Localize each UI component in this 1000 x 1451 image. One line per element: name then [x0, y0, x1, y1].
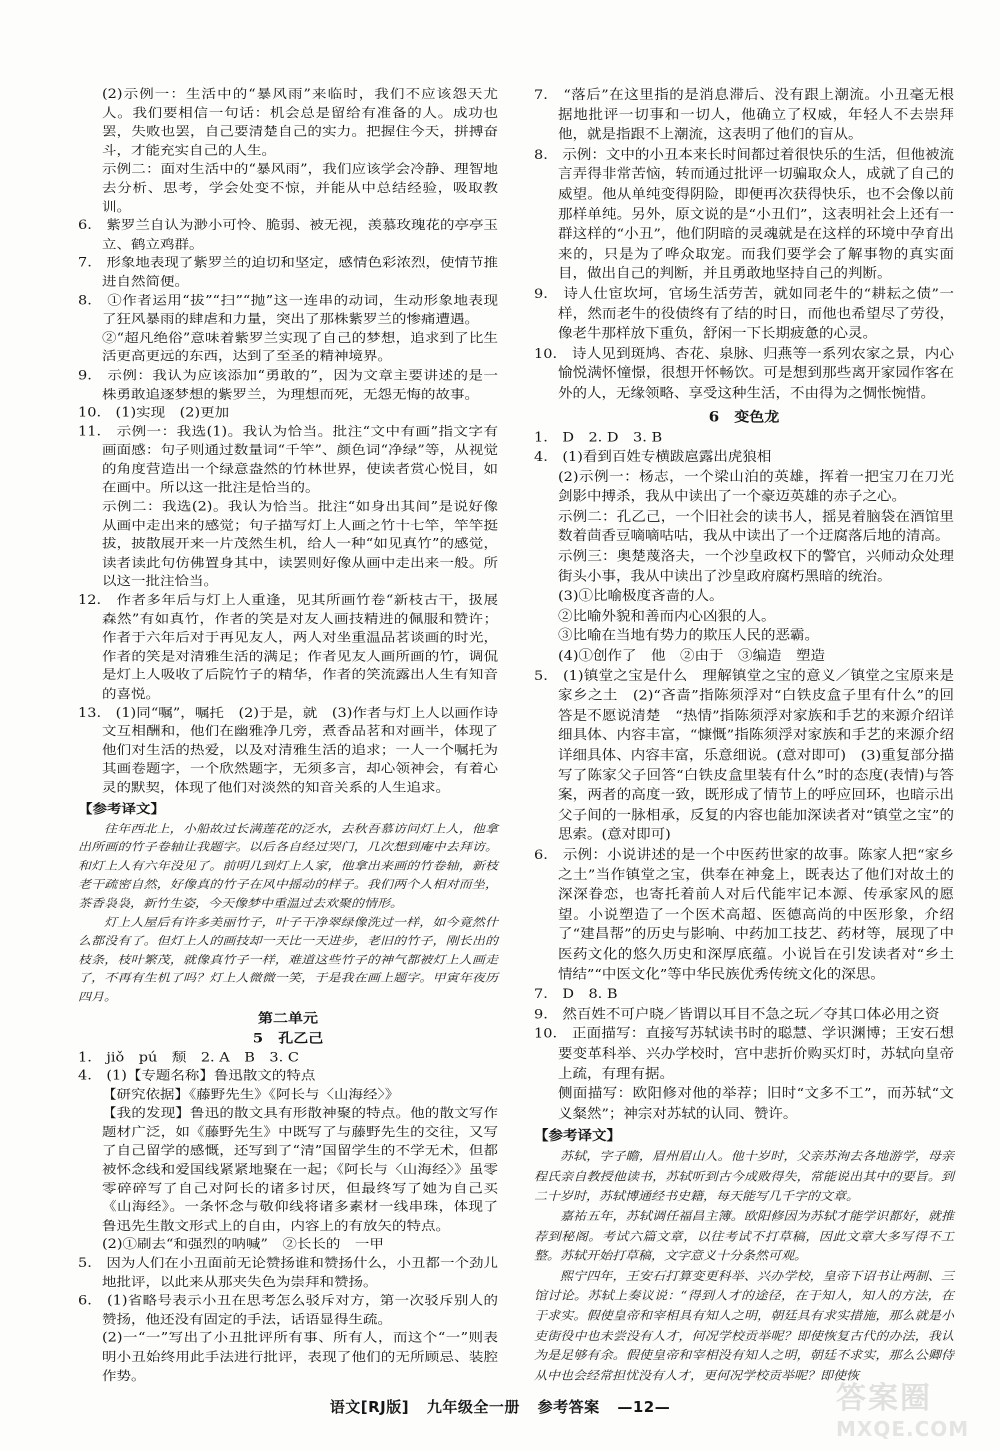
reference-translation-heading: 【参考译文】	[78, 801, 165, 817]
answer-item: 6. (1)省略号表示小丑在思考怎么驳斥对方，第一次驳斥别人的赞扬，他还没有固定的手法，话语显得生疏。	[78, 1294, 498, 1327]
answer-subitem: ②“超凡绝俗”意味着紫罗兰实现了自己的梦想，追求到了比生活更高更远的东西，达到了至圣的精神境界。	[102, 331, 498, 364]
answer-item: 7. D 8. B	[534, 987, 618, 1002]
translation-paragraph: 熙宁四年，王安石打算变更科举、兴办学校，皇帝下诏书让两制、三馆讨论。苏轼上奏议说：“得到人才的途径，在于知人，知人的方法，在于求实。假使皇帝和宰相具有知人之明，朝廷具有求实措施，那么就是小吏街役中也未尝没有人才，何况学校贡举呢？即使恢复古代的办法，我认为是足够有余。假使皇帝和宰相没有知人之明，朝廷不求实，那么公卿侍从中也会经常担忧没有人才，更何况学校贡举呢？即使恢	[534, 1269, 954, 1384]
answer-subitem: 示例二：面对生活中的“暴风雨”，我们应该学会冷静、理智地去分析、思考，学会处变不惊，并能从中总结经验，吸取教训。	[102, 162, 498, 215]
answer-item: 13. (1)同“嘱”，嘱托 (2)于是，就 (3)作者与灯上人以画作诗文互相酬和，他们在幽雅净几旁，煮香品茗和对画半，体现了他们对生活的热爱，以及对清雅生活的追求；一人一个嘱托为其画卷题字，一个欣然题字，无须多言，却心领神会，有着心灵的默契，体现了他们对淡然的知音关系的人生追求。	[78, 706, 498, 795]
answer-item: 4. (1)看到百姓专横跋扈露出虎狼相	[534, 449, 772, 465]
answer-subitem: (2)①刷去“和强烈的呐喊” ②长长的 一甲	[102, 1237, 384, 1252]
answer-item: 10. 正面描写：直接写苏轼读书时的聪慧、学识渊博；王安石想要变革科举、兴办学校时，宫中悲折价购买灯时，苏轼向皇帝上疏，有理有据。	[534, 1026, 954, 1082]
right-answer-block	[534, 86, 954, 404]
answer-item: 8. 示例：文中的小丑本来长时间都过着很快乐的生活，但他被流言弄得非常苦恼，转而通过批评一切骗取众人，成就了自己的威望。他从单纯变得阴险，即便再次获得快乐，也不会像以前那样单纯。另外，原文说的是“小丑们”，这表明社会上还有一群这样的“小丑”，他们阴暗的灵魂就是在这样的环境中孕育出来的，只是为了哗众取宠。而我们要学会了解事物的真实面目，做出自己的判断，并且勇敢地坚持自己的判断。	[534, 147, 954, 282]
footer-subject: 语文[RJ版]	[329, 1398, 410, 1416]
translation-paragraph: 嘉祐五年，苏轼调任福昌主簿。欧阳修因为苏轼才能学识都好，就推荐到秘阁。考试六篇文章，以往考试不打草稿，因此文章大多写得不工整。苏轼开始打草稿，文字意义十分条然可观。	[534, 1210, 954, 1264]
answer-item: 12. 作者多年后与灯上人重逢，见其所画竹卷“新枝古干，扱展森然”有如真竹，作者的笑是对友人画技精进的佩服和赞许；作者于六年后对于再见友人，两人对坐重温品茗谈画的时光，作者的笑是对清雅生活的满足；作者见友人画所画的竹，调侃是灯上人吸收了后院竹子的精华，作者的笑流露出人生有知音的喜悦。	[78, 593, 498, 702]
lesson-title: 6 变色龙	[708, 407, 780, 425]
translation-paragraph: 往年西北上，小船故过长满莲花的泛水，去秋吾慕访问灯上人，他拿出所画的竹子卷轴让我题字。以后各自经过哭门，几次想到庵中去拜访。和灯上人有六年没见了。前明几到灯上人家，他拿出来画的竹卷轴，新枝老干疏密自然，好像真的竹子在风中摇动的样子。我们两个人相对而坐，茶香袅袅，新竹生姿，今天像梦中重温过去欢聚的情形。	[78, 822, 498, 911]
answer-item: 10. (1)实现 (2)更加	[78, 406, 230, 421]
answer-subitem: (2)示例一：杨志，一个梁山泊的英雄，挥着一把宝刀在刀光剑影中搏杀，我从中读出了一个豪迈英雄的赤子之心。	[558, 469, 954, 505]
watermark-logo	[836, 1373, 986, 1443]
answer-item: 9. 示例：我认为应该添加“勇敢的”，因为文章主要讲述的是一株勇敢追逐梦想的紫罗兰，为理想而死，无怨无悔的故事。	[78, 368, 498, 402]
answer-item: 1. D 2. D 3. B	[534, 430, 663, 445]
left-column	[78, 86, 498, 1386]
left-answer-block	[78, 86, 498, 798]
answer-item: 8. ①作者运用“拔”“扫”“抛”这一连串的动词，生动形象地表现了狂风暴雨的肆虐和力量，突出了那株紫罗兰的惨痛遭遇。	[78, 293, 498, 327]
answer-item: 9. 诗人仕宦坎坷，官场生活劳苦，就如同老牛的“耕耘之债”一样，然而老牛的役债终有了结的时日，而他也希望尽了劳役，像老牛那样放下重负，舒闲一下长期疲惫的心灵。	[534, 286, 954, 342]
answer-subitem: 【我的发现】鲁迅的散文具有形散神聚的特点。他的散文写作题材广泛，如《藤野先生》中既写了与藤野先生的交往，又写了自己留学的感慨，还写到了“清”国留学生的不学无术，但都被怀念线和爱国线紧紧地聚在一起；《阿长与〈山海经〉》虽零零碎碎写了自己对阿长的诸多讨厌，但最终写了她为自己买《山海经》。一条怀念与敬仰线将诸多素材一线串珠，体现了鲁迅先生散文形式上的自由，内容上的有放矢的特点。	[102, 1106, 498, 1234]
footer-section: 参考答案	[537, 1398, 600, 1416]
translation-paragraph: 灯上人屋后有许多美丽竹子，叶子干净翠绿像洗过一样，如今竟然什么都没有了。但灯上人的画技却一天比一天进步，老旧的竹子，刚长出的枝条，枝叶繁茂，就像真竹子一样，难道这些竹子的神气都被灯上人画走了，不再有生机了吗？灯上人微微一笑，于是我在画上题字。甲寅年夜历四月。	[78, 916, 498, 1005]
watermark-logo-text: 答案圈	[836, 1381, 932, 1416]
answer-subitem: (3)①比喻极度吝啬的人。	[558, 589, 724, 605]
lesson-title: 5 孔乙己	[252, 1029, 324, 1046]
answer-page	[78, 86, 954, 1426]
watermark-url: MXQE.COM	[836, 1417, 970, 1441]
answer-item: 1. jiǒ pú 颓 2. A B 3. C	[78, 1050, 299, 1065]
page-number: —12—	[617, 1398, 671, 1416]
answer-item: 11. 示例一：我选(1)。我认为恰当。批注“文中有画”指文字有画面感：句子则通过数量词“千竿”、颜色词“净绿”等，从视觉的角度营造出一个绿意盎然的竹林世界，使读者赏心悦目，如在画中。所以这一批注是恰当的。	[78, 425, 498, 496]
footer-grade: 九年级全一册	[426, 1398, 520, 1416]
answer-item: 5. (1)镇堂之宝是什么 理解镇堂之宝的意义／镇堂之宝原来是家乡之土 (2)“吝啬”指陈须浮对“白铁皮盒子里有什么”的回答是不愿说清楚 “热情”指陈须浮对家族和手艺的来源介绍详细具体、内容丰富，“慷慨”指陈须浮对家族和手艺的来源介绍详细具体、内容丰富，乐意细说。(意对即可) (3)重复部分描写了陈家父子回答“白铁皮盒里装有什么”时的态度(表情)与答案，两者的高度一致，既形成了情节上的呼应回环，也暗示出父子间的一脉相承，反复的内容也能加深读者对“镇堂之宝”的思索。(意对即可)	[534, 668, 954, 843]
answer-item: 6. 紫罗兰自认为渺小可怜、脆弱、被无视，羡慕玫瑰花的亭亭玉立、鹤立鸡群。	[78, 218, 498, 252]
answer-subitem: 侧面描写：欧阳修对他的举荐；旧时“文多不工”，而苏轼“文义粲然”；神宗对苏轼的认同、赞许。	[558, 1086, 954, 1122]
answer-subitem: (4)①创作了 他 ②由于 ③编造 塑造	[558, 648, 826, 664]
reference-translation-heading: 【参考译文】	[534, 1128, 621, 1144]
answer-subitem: 【研究依据】《藤野先生》《阿长与〈山海经〉》	[102, 1088, 400, 1102]
answer-item: 7. 形象地表现了紫罗兰的迫切和坚定，感情色彩浓烈，使情节推进自然简便。	[78, 256, 498, 290]
answer-subitem: 示例二：我选(2)。我认为恰当。批注“如身出其间”是说好像从画中走出来的感觉；句子描写灯上人画之竹十七竿，竿竿挺拔，披散展开来一片茂然生机，给人一种“如见真竹”的感觉，读者读此句仿佛置身其中，读罢则好像从画中走出来一般。所以这一批注恰当。	[102, 499, 498, 589]
answer-subitem: (2)示例一：生活中的“暴风雨”来临时，我们不应该怨天尤人。我们要相信一句话：机会总是留给有准备的人。成功也罢，失败也罢，自己要清楚自己的实力。把握住今天，拼搏奋斗，才能充实自己的人生。	[102, 87, 498, 158]
answer-item: 9. 然百姓不可户晓／皆谓以耳目不急之玩／夺其口体必用之资	[534, 1007, 940, 1022]
right-answer-block-2	[534, 428, 954, 1124]
right-column	[534, 86, 954, 1386]
left-answer-block-2	[78, 1049, 498, 1386]
answer-item: 5. 因为人们在小丑面前无论赞扬谁和赞扬什么，小丑都一个劲儿地批评，以此来从那夹失色为崇拜和赞扬。	[78, 1256, 498, 1290]
answer-subitem: 示例三：奥楚蔑洛夫，一个沙皇政权下的警官，兴师动众处理街头小事，我从中读出了沙皇政府腐朽黑暗的统治。	[558, 549, 954, 585]
answer-subitem: ②比喻外貌和善而内心凶狠的人。	[558, 609, 776, 624]
translation-paragraph: 苏轼，字子瞻，眉州眉山人。他十岁时，父亲苏洵去各地游学，母亲程氏亲自教授他读书，苏轼听到古今成败得失，常能说出其中的要旨。到二十岁时，苏轼博通经书史籍，每天能写几千字的文章。	[534, 1150, 954, 1204]
answer-item: 7. “落后”在这里指的是消息滞后、没有跟上潮流。小丑毫无根据地批评一切事和一切人，他确立了权威，年轻人不去崇拜他，就是指跟不上潮流，这表明了他们的盲从。	[534, 87, 954, 143]
answer-subitem: 示例二：孔乙己，一个旧社会的读书人，摇晃着脑袋在酒馆里数着茴香豆嘀嘀咕咕，我从中读出了一个迂腐落后地的清高。	[558, 509, 954, 545]
unit-title: 第二单元	[257, 1009, 318, 1026]
answer-subitem: ③比喻在当地有势力的欺压人民的恶霸。	[558, 629, 819, 644]
answer-item: 4. (1)【专题名称】鲁迅散文的特点	[78, 1069, 316, 1084]
answer-item: 6. 示例：小说讲述的是一个中医药世家的故事。陈家人把“家乡之土”当作镇堂之宝，供奉在神龛上，既表达了他们对故土的深深眷恋，也寄托着前人对后代能牢记本源、传承家风的愿望。小说塑造了一个医术高超、医德高尚的中医形象，介绍了“建昌帮”的历史与影响、中药加工技艺、药材等，展现了中医药文化的悠久历史和深厚底蕴。小说旨在引发读者对“乡土情结”“中医文化”等中华民族优秀传统文化的深思。	[534, 847, 954, 982]
answer-item: 10. 诗人见到斑鸠、杏花、泉脉、归燕等一系列农家之景，内心愉悦满怀憧憬，很想开怀畅饮。可是想到那些离开家园作客在外的人，无缘领略、享受这种生活，不由得为之惆怅惋惜。	[534, 346, 954, 401]
answer-subitem: (2)一“一”写出了小丑批评所有事、所有人，而这个“一”则表明小丑始终用此手法进行批评，表现了他们的无所顾忌、装腔作势。	[102, 1331, 498, 1384]
